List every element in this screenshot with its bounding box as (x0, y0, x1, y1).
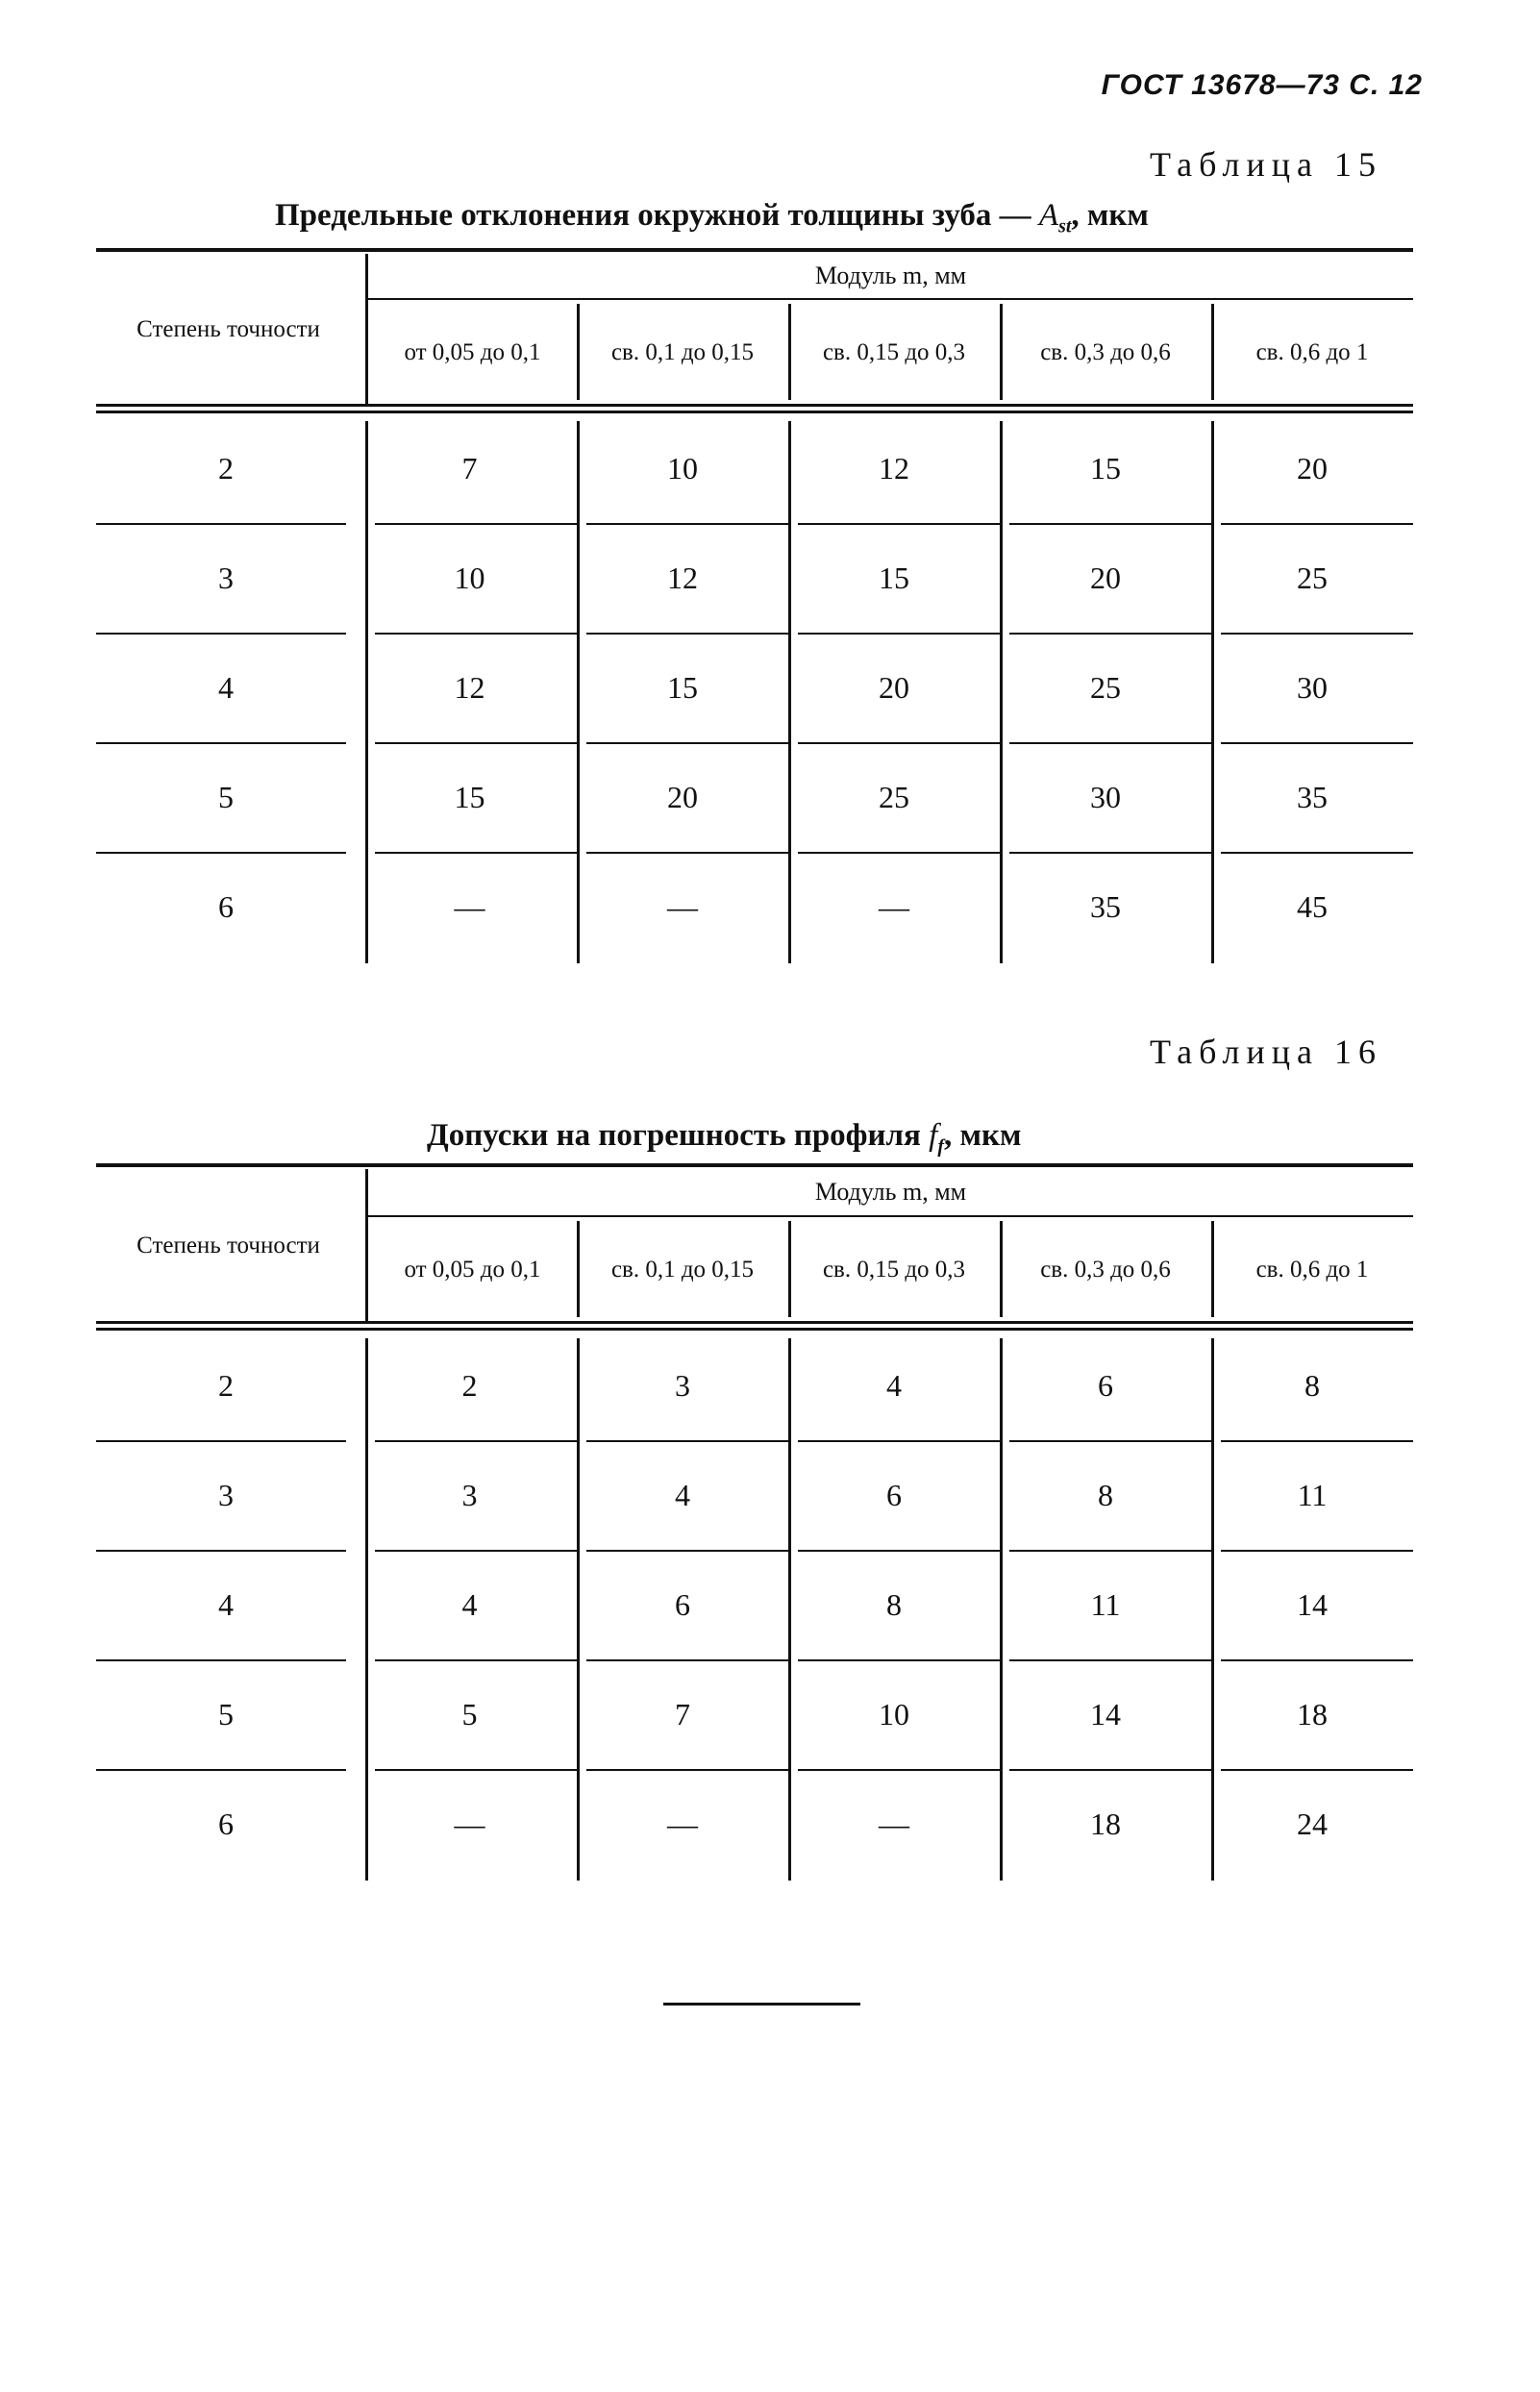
degree-cell: 5 (218, 779, 234, 814)
degree-cell: 3 (218, 1477, 234, 1512)
value-cell: 4 (675, 1477, 690, 1512)
value-cell: 10 (879, 1696, 909, 1732)
row-separator (586, 523, 788, 525)
value-cell: 20 (879, 669, 909, 705)
row-separator (1221, 633, 1413, 635)
row-separator (1221, 1659, 1413, 1661)
value-cell: 11 (1090, 1586, 1121, 1622)
row-separator (96, 852, 346, 854)
row-separator (1221, 1440, 1413, 1442)
row-separator (375, 742, 577, 744)
row-separator (798, 523, 1000, 525)
row-separator (798, 742, 1000, 744)
value-cell: 25 (879, 779, 909, 814)
column-header: св. 0,3 до 0,6 (1040, 1257, 1171, 1283)
value-cell: 8 (1304, 1367, 1320, 1403)
row-separator (96, 1550, 346, 1552)
row-separator (375, 852, 577, 854)
row-separator (586, 1769, 788, 1771)
value-cell: 6 (1098, 1367, 1113, 1403)
table16-number: Таблица 16 (1150, 1033, 1382, 1071)
column-divider (1000, 304, 1003, 400)
value-cell: 3 (675, 1367, 690, 1403)
row-separator (586, 852, 788, 854)
table15-title-unit: , мкм (1071, 198, 1149, 233)
value-cell: 45 (1297, 888, 1328, 924)
table16-title-symbol: f (929, 1118, 938, 1153)
degree-cell: 6 (218, 888, 234, 924)
degree-cell: 3 (218, 560, 234, 595)
row-separator (586, 633, 788, 635)
header-double-rule (96, 1328, 1413, 1331)
row-separator (375, 523, 577, 525)
row-separator (375, 1440, 577, 1442)
row-separator (1009, 523, 1211, 525)
table-top-rule (96, 248, 1413, 252)
value-cell: 2 (461, 1367, 478, 1403)
column-header: св. 0,1 до 0,15 (610, 1257, 755, 1283)
value-cell: 18 (1297, 1696, 1328, 1732)
value-cell: 15 (879, 560, 909, 595)
value-cell: 25 (1297, 560, 1328, 595)
value-cell: 18 (1090, 1806, 1121, 1841)
value-cell: 15 (454, 779, 485, 814)
value-cell: 7 (461, 450, 478, 486)
column-divider (577, 1221, 580, 1317)
degree-cell: 4 (218, 669, 234, 705)
row-separator (1009, 1659, 1211, 1661)
row-separator (798, 1550, 1000, 1552)
row-separator (1221, 852, 1413, 854)
row-separator (1009, 1550, 1211, 1552)
column-header: св. 0,3 до 0,6 (1040, 339, 1171, 365)
row-separator (1221, 1550, 1413, 1552)
row-separator (798, 1659, 1000, 1661)
row-separator (1221, 742, 1413, 744)
row-separator (375, 633, 577, 635)
column-header: от 0,05 до 0,1 (404, 1257, 541, 1283)
column-divider (788, 304, 791, 400)
row-separator (1009, 742, 1211, 744)
row-separator (798, 1769, 1000, 1771)
value-cell: 30 (1090, 779, 1121, 814)
value-cell: 8 (886, 1586, 902, 1622)
value-cell: 6 (675, 1586, 690, 1622)
row-separator (96, 742, 346, 744)
table16-title-unit: , мкм (944, 1118, 1022, 1153)
page-header: ГОСТ 13678—73 С. 12 (1101, 69, 1423, 101)
value-cell: 14 (1297, 1586, 1328, 1622)
table15-title-sub: st (1058, 215, 1072, 237)
value-cell: 30 (1297, 669, 1328, 705)
value-cell: — (667, 888, 698, 924)
degree-cell: 2 (218, 450, 234, 486)
degree-cell: 2 (218, 1367, 234, 1403)
group-rule (368, 1215, 1413, 1217)
row-separator (96, 523, 346, 525)
column-header: от 0,05 до 0,1 (404, 339, 541, 365)
group-header: Модуль m, мм (814, 262, 967, 289)
value-cell: 3 (461, 1477, 478, 1512)
value-cell: 12 (454, 669, 485, 705)
header-double-rule (96, 1321, 1413, 1324)
column-header: св. 0,1 до 0,15 (610, 339, 755, 365)
row-separator (586, 1550, 788, 1552)
group-rule (368, 298, 1413, 300)
value-cell: — (454, 1806, 485, 1841)
row-separator (1221, 1769, 1413, 1771)
value-cell: 15 (1090, 450, 1121, 486)
row-separator (96, 1769, 346, 1771)
degree-cell: 5 (218, 1696, 234, 1732)
table15-title-symbol: A (1038, 198, 1059, 233)
header-double-rule (96, 411, 1413, 413)
table15-title-text: Предельные отклонения окружной толщины зуба — (275, 198, 1039, 233)
table16 (96, 1163, 1413, 1894)
table15-title (275, 198, 1149, 238)
row-separator (586, 1659, 788, 1661)
table16-title-sub: f (937, 1135, 944, 1158)
value-cell: 4 (461, 1586, 478, 1622)
row-separator (375, 1769, 577, 1771)
row-separator (798, 633, 1000, 635)
column-header: св. 0,15 до 0,3 (822, 339, 966, 365)
value-cell: 14 (1090, 1696, 1121, 1732)
column-divider (1211, 304, 1214, 400)
row-header-label: Степень точности (137, 1233, 320, 1258)
value-cell: 4 (886, 1367, 902, 1403)
table15-number: Таблица 15 (1150, 145, 1382, 184)
value-cell: 20 (667, 779, 698, 814)
value-cell: 35 (1297, 779, 1328, 814)
row-separator (375, 1659, 577, 1661)
table16-title (427, 1118, 1021, 1159)
value-cell: — (454, 888, 485, 924)
value-cell: — (879, 888, 909, 924)
degree-cell: 4 (218, 1586, 234, 1622)
value-cell: 7 (675, 1696, 690, 1732)
row-separator (798, 852, 1000, 854)
column-divider (1211, 1221, 1214, 1317)
value-cell: 20 (1090, 560, 1121, 595)
row-separator (96, 1659, 346, 1661)
value-cell: 12 (879, 450, 909, 486)
value-cell: 6 (886, 1477, 902, 1512)
row-separator (1009, 1769, 1211, 1771)
value-cell: 5 (461, 1696, 478, 1732)
table16-title-text: Допуски на погрешность профиля (427, 1118, 930, 1153)
value-cell: 12 (667, 560, 698, 595)
footer-rule (663, 2003, 860, 2006)
row-separator (586, 742, 788, 744)
row-separator (96, 1440, 346, 1442)
value-cell: 15 (667, 669, 698, 705)
row-separator (1221, 523, 1413, 525)
row-separator (96, 633, 346, 635)
row-separator (1009, 1440, 1211, 1442)
row-separator (586, 1440, 788, 1442)
degree-cell: 6 (218, 1806, 234, 1841)
value-cell: 10 (454, 560, 485, 595)
header-double-rule (96, 404, 1413, 407)
table-top-rule (96, 1163, 1413, 1167)
value-cell: — (879, 1806, 909, 1841)
value-cell: 35 (1090, 888, 1121, 924)
value-cell: 24 (1297, 1806, 1328, 1841)
column-header: св. 0,6 до 1 (1255, 1257, 1369, 1283)
value-cell: 10 (667, 450, 698, 486)
column-divider (577, 304, 580, 400)
row-separator (1009, 852, 1211, 854)
row-separator (375, 1550, 577, 1552)
value-cell: 20 (1297, 450, 1328, 486)
row-header-label: Степень точности (137, 316, 320, 342)
value-cell: 11 (1297, 1477, 1328, 1512)
column-header: св. 0,15 до 0,3 (822, 1257, 966, 1283)
value-cell: 8 (1098, 1477, 1113, 1512)
table15 (96, 248, 1413, 988)
column-divider (1000, 1221, 1003, 1317)
column-header: св. 0,6 до 1 (1255, 339, 1369, 365)
column-divider (788, 1221, 791, 1317)
group-header: Модуль m, мм (814, 1178, 967, 1206)
row-separator (1009, 633, 1211, 635)
row-separator (798, 1440, 1000, 1442)
value-cell: — (667, 1806, 698, 1841)
value-cell: 25 (1090, 669, 1121, 705)
